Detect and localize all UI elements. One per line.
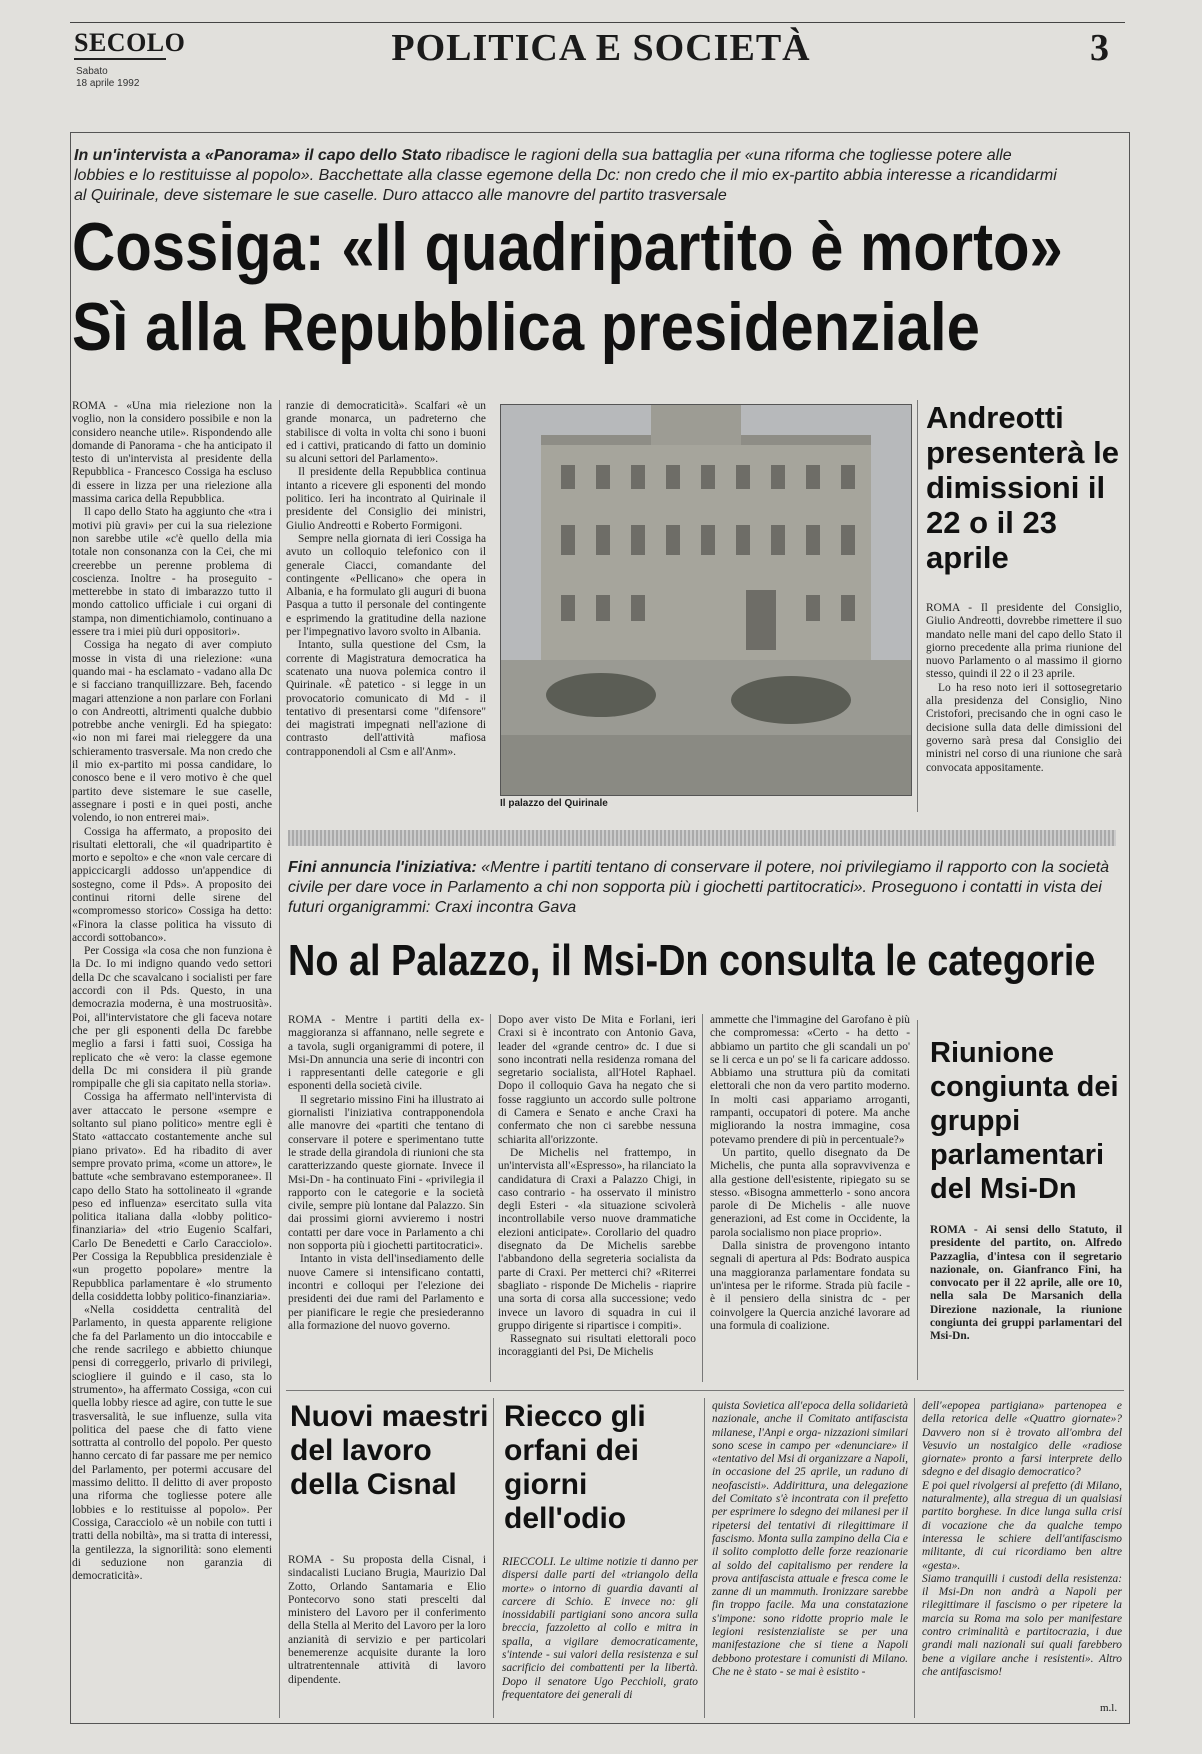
paragraph: «Nella cosiddetta centralità del Parlamento, in questa apparente religione che fa del Parlamento un dio intoccabile e che rende sacrilego e abbietto chiunque pensi di correggerlo, privarlo di privilegi, sciogliere il guindo e il caso, sta lo strumento», ha affermato Cossiga, «con cui quella lobby riesce ad agire, con tutte le sue trasversalità, le sue influenze, sulla vita politica del paese che di fatto viene sottratta al controllo del popolo. Per questo hanno cercato di far passare me per nemico del Parlamento, per potermi accusare del massimo delitto. Il delitto di aver proposto una riforma che togliesse potere alle lobbies e lo restituisse al popolo». Per Cossiga, Caracciolo «è un nobile con tutti i tratti della nobiltà», ma si tratta di interessi, la gentilezza, la signorilità: sono elementi di seduzione non garanzia di democraticità». — [72, 1304, 272, 1583]
newspaper-logo: SECOLO — [74, 28, 186, 57]
msi-article-col2 — [498, 1014, 696, 1382]
paragraph: Cossiga ha affermato, a proposito dei risultati elettorali, che «il quadripartito è morto e sepolto» e che «non vale cercare di appiccicargli addosso un'appendice di sostegno, come il Pds». A proposito dei continui ritorni delle sirene del «compromesso storico» Cossiga ha detto: «Finora la classe politica ha vissuto di accordi sottobanco». — [72, 825, 272, 944]
column-divider — [490, 1014, 491, 1382]
column-divider — [493, 1398, 494, 1718]
main-kicker-text: ribadisce le ragioni della sua battaglia per «una riforma che togliesse potere alle lobbies e lo restituisse al popolo». Bacchettate alla classe egemone della Dc: non credo che il mio ex-partito abbia interesse a ricandidarmi al Quirinale, deve sistemare le sue caselle. Duro attacco alle manovre del partito trasversale — [74, 147, 1057, 204]
paragraph: Intanto in vista dell'insediamento delle nuove Camere si intensificano contatti, incontri e colloqui per l'elezione dei presidenti dei due rami del Parlamento e per pianificare le regie che presiederanno alla formazione del nuovo governo. — [288, 1253, 484, 1332]
msi-article-col3 — [710, 1014, 910, 1382]
riunione-headline: Riunione congiunta dei gruppi parlamentari del Msi-Dn — [930, 1037, 1119, 1205]
andreotti-body — [926, 602, 1122, 814]
issue-day: Sabato — [76, 66, 108, 77]
paragraph: ROMA - Il presidente del Consiglio, Giulio Andreotti, dovrebbe rimettere il suo mandato nelle mani del capo dello Stato il giorno precedente alla prima riunione del nuovo Parlamento o al massimo il giorno stesso, quindi il 22 o il 23 aprile. — [926, 602, 1122, 681]
paragraph: Il presidente della Repubblica continua intanto a ricevere gli esponenti del mondo politico. Ieri ha incontrato al Quirinale il presidente del Consiglio dei ministri, Giulio Andreotti e Roberto Formigoni. — [286, 466, 486, 532]
msi-headline: No al Palazzo, il Msi-Dn consulta le categorie — [288, 936, 1096, 985]
paragraph: Sempre nella giornata di ieri Cossiga ha avuto un colloquio telefonico con il generale Ciacci, comandante del contingente «Pellicano» che opera in Albania, e ha formulato gli auguri di buona Pasqua a tutto il personale del contingente e esprimendo la gratitudine della nazione per l'impegnativo lavoro svolto in Albania. — [286, 532, 486, 639]
main-kicker — [74, 146, 1064, 206]
photo-caption: Il palazzo del Quirinale — [500, 798, 608, 809]
main-article-col2 — [286, 400, 486, 812]
main-kicker-lead: In un'intervista a «Panorama» il capo dello Stato — [74, 147, 442, 164]
paragraph: Dopo aver visto De Mita e Forlani, ieri Craxi si è incontrato con Antonio Gava, leader del «grande centro» dc. I due si sono incontrati nella residenza romana del segretario socialista, all'Hotel Raphael. Dopo il colloquio Gava ha negato che si fosse raggiunto un accordo sulle poltrone di Camera e Senato e anche Craxi ha confermato che non ci sarebbe nessuna schiarita all'orizzonte. — [498, 1014, 696, 1146]
column-divider — [279, 400, 280, 1718]
column-divider — [917, 1020, 918, 1380]
msi-kicker — [288, 858, 1118, 918]
paragraph: Cossiga ha negato di aver compiuto mosse in vista di una rielezione: «una quando mai - ha esclamato - vadano alla Dc e si facciano tranquillizzare. Beh, facendo magari attenzione a non parlare con Forlani o con Andreotti, altrimenti qualche dubbio potrebbe anche venirgli. Ed ha spiegato: «io non mi farei mai rieleggere da una schieramento trasversale. Ma non credo che il mio ex-partito mi possa candidare, lo conosco bene e il vero motivo è che quel partito deve sistemare le sue caselle, assegnare i posti e in quei posti, anche volendo, io non entrerei mai». — [72, 639, 272, 825]
orfani-col2: quista Sovietica all'epoca della solidarietà nazionale, anche il Comitato antifascista milanese, l'Anpi e orga- nizzazioni similari sono scese in campo per «denunciare» il «tentativo del Msi di organizzare a Napoli, in occasione del 25 aprile, un raduno di neofascisti». Addirittura, una delegazione del Comitato s'è incontrata con il prefetto per esprimere lo sdegno dei milanesi per il ripetersi del tentativi di rilegittimare il fascismo. Monta sulla zampino della Cia e il solito complotto delle forze reazionarie al soldo del capitalismo per rendere la prova antifascista attuale e fresca come le zanne di un mammuth. Ironizzare sarebbe fin troppo facile. Ma una constatazione s'impone: sono ridotte proprio male le legioni resistenzialiste se per una manifestazione che si tiene a Napoli debbono protestare i comunisti di Milano. Che ne è stato - se mai è esistito - — [712, 1400, 908, 1678]
msi-article-col1 — [288, 1014, 484, 1382]
paragraph: Dalla sinistra de provengono intanto segnali di apertura al Pds: Bodrato auspica una maggioranza parlamentare fondata su un'intesa per le riforme. Strada più facile - è il pensiero della sinistra dc - per coinvolgere la Quercia anziché lavorare ad una formula di coalizione. — [710, 1240, 910, 1332]
main-headline-line2: Sì alla Repubblica presidenziale — [72, 289, 980, 365]
paragraph: Lo ha reso noto ieri il sottosegretario alla presidenza del Consiglio, Nino Cristofori, precisando che in ogni caso le decisione sulla data delle dimissioni del governo sarà presa dal Consiglio dei ministri nel corso di una riunione che sarà convocata appositamente. — [926, 681, 1122, 774]
paragraph: De Michelis nel frattempo, in un'intervista all'«Espresso», ha rilanciato la candidatura di Craxi a Palazzo Chigi, in caso contrario - ha osservato il ministro degli Esteri - «la situazione scivolerà incontrollabile verso nuove drammatiche elezioni anticipate». Corollario del quadro disegnato da De Michelis sarebbe l'abbandono della segreteria socialista da parte di Craxi. Per metterci chi? «Riterrei sbagliato - risponde De Michelis - riaprire una sorta di corsa alla successione; vedo invece un lavoro di squadra in cui il gruppo dirigente si ripartisce i compiti». — [498, 1146, 696, 1332]
orfani-headline: Riecco gli orfani dei giorni dell'odio — [504, 1400, 646, 1535]
quirinale-photo — [500, 404, 912, 796]
masthead-rule — [70, 22, 1125, 23]
paragraph: ranzie di democraticità». Scalfari «è un grande monarca, un padreterno che stabilisce di volta in volta chi sono i buoni ed i cattivi, praticando di fatto un dominio su alcuni settori del Parlamento». — [286, 400, 486, 466]
riunione-body: ROMA - Ai sensi dello Statuto, il presidente del partito, on. Alfredo Pazzaglia, d'intesa con il segretario nazionale, on. Gianfranco Fini, ha convocato per il 22 aprile, alle ore 10, nella sala De Marsanich della Direzione nazionale, la riunione congiunta dei gruppi parlamentari del Msi-Dn. — [930, 1224, 1122, 1343]
cisnal-headline: Nuovi maestri del lavoro della Cisnal — [290, 1400, 489, 1501]
column-divider — [917, 400, 918, 812]
section-title: POLITICA E SOCIETÀ — [391, 27, 811, 69]
paragraph: ROMA - Mentre i partiti della ex-maggioranza si affannano, nelle segrete e a tavola, sugli organigrammi di potere, il Msi-Dn annuncia una serie di incontri con i rappresentanti delle categorie e gli esponenti della società civile. — [288, 1014, 484, 1093]
orfani-col3: dell'«epopea partigiana» partenopea e della retorica delle «Quattro giornate»? Davvero non si è trovato all'ombra del Vesuvio un nostalgico delle «radiose giornate» pronto a farsi interprete dello sdegno e del disagio democratico? E poi quel rivolgersi al prefetto (di Milano, naturalmente), alla stregua di un qualsiasi partito borghese. In dice lunga sulla crisi di vocazione che da qualche tempo interessa le schiere dell'antifascismo militante, di cui ricordiamo ben altre «gesta». Siamo tranquilli i custodi della resistenza: il Msi-Dn non andrà a Napoli per rilegittimare il fascismo o per ripetere la marcia su Roma ma solo per manifestare contro criminalità e partitocrazia, i due grandi mali nazionali sui quali farebbero bene a vigilare anche i resistenti». Altro che antifascismo! — [922, 1400, 1122, 1678]
column-divider — [914, 1398, 915, 1718]
orfani-col1: RIECCOLI. Le ultime notizie ti danno per dispersi dalle parti del «triangolo della morte» o intorno di guardia davanti al carcere di Schio. E invece no: gli inossidabili partigiani sono ancora sulla breccia, fazzoletto al collo e mitra in spalla, a vigilare democraticamente, s'intende - sui valori della resistenza e sul sacrificio dei combattenti per la libertà. Dopo il senatore Ugo Pecchioli, grato frequentatore dei generali di — [502, 1556, 698, 1701]
paragraph: Intanto, sulla questione del Csm, la corrente di Magistratura democratica ha scatenato una nuova polemica contro il Quirinale. «È patetico - si legge in un provocatorio comunicato di Md - il tentativo di presentarsi come "difensore" dei magistrati impegnati nell'azione di contrasto dell'attività mafiosa contrapponendoli al Csm e all'Anm». — [286, 639, 486, 758]
paragraph: ROMA - «Una mia rielezione non la voglio, non la considero possibile e non la considero neanche utile». Rispondendo alle domande di Panorama - che ha anticipato il testo di un'intervista al presidente della Repubblica - Francesco Cossiga ha escluso di essere in lizza per una rielezione alla massima carica della Repubblica. — [72, 400, 272, 506]
cisnal-body: ROMA - Su proposta della Cisnal, i sindacalisti Luciano Brugia, Maurizio Dal Zotto, Orlando Santamaria e Elio Pontecorvo sono stati prescelti dal ministero del Lavoro per il conferimento della Stella al Merito del Lavoro per la loro anzianità di servizio e per particolari benemerenze acquisite durante la loro ultratrentennale attività di lavoro dipendente. — [288, 1554, 486, 1686]
column-divider — [702, 1014, 703, 1382]
main-headline-line1: Cossiga: «Il quadripartito è morto» — [72, 209, 1063, 285]
article-signature: m.l. — [1100, 1702, 1118, 1714]
palace-illustration — [501, 405, 911, 795]
column-divider — [704, 1398, 705, 1718]
section-divider — [286, 1390, 1124, 1391]
page-number: 3 — [1090, 27, 1109, 69]
msi-kicker-lead: Fini annuncia l'iniziativa: — [288, 859, 477, 876]
paragraph: Il segretario missino Fini ha illustrato ai giornalisti l'iniziativa contrapponendola alle manovre dei «partiti che tentano di conservare il potere e sperimentano tutte le strade della girandola di riunioni che sta caratterizzando queste giornate. Invece il Msi-Dn - ha continuato Fini - «privilegia il rapporto con le categorie e la società civile, sempre più lontane dal Palazzo. Sin dai prossimi giorni avvieremo i nostri contatti per dare voce in Parlamento a chi non sopporta più i giochetti partitocratici». — [288, 1093, 484, 1253]
main-article-col1 — [72, 400, 272, 1718]
paragraph: Il capo dello Stato ha aggiunto che «tra i motivi più gravi» per cui la sua rielezione non sarebbe utile «c'è quello della mia totale non consonanza con la Cei, che mi creerebbe un perenne problema di coscienza. Inoltre - ha proseguito - metterebbe in stato di imbarazzo tutto il mondo cattolico ufficiale i cui organi di stampa, non dimentichiamolo, continuano a essere tra i miei più duri oppositori». — [72, 506, 272, 639]
paragraph: Cossiga ha affermato nell'intervista di aver attaccato le persone «sempre e soltanto sul piano politico» mentre egli è Stato «attaccato costantemente anche sul piano privato». Ed ha ribadito di aver sempre provato prima, «come un attore», le battute «che sembravano estemporanee». Il capo dello Stato ha sottolineato il «grande peso ed influenza» esercitato sulla vita politica italiana dalla «lobby politico-finanziaria» del «trio Eugenio Scalfari, Carlo De Benedetti e Carlo Caracciolo». Per Cossiga la Repubblica presidenziale è «un progetto popolare» mentre la Repubblica parlamentare è «lo strumento della cosiddetta lobby politico-finanziaria». — [72, 1091, 272, 1303]
paragraph: ammette che l'immagine del Garofano è più che compromessa: «Certo - ha detto - abbiamo un partito che gli scandali un po' se li cerca e un po' se li fa caricare addosso. Abbiamo una struttura più da comitati elettorali che non da vero partito moderno. In molti casi appariamo arroganti, rampanti, occupatori di potere. Ma anche migliorando la nostra immagine, cosa potevamo prendere di più in percentuale?» — [710, 1014, 910, 1146]
andreotti-headline: Andreotti presenterà le dimissioni il 22 o il 23 aprile — [926, 400, 1119, 575]
issue-date: 18 aprile 1992 — [76, 78, 140, 89]
msi-kicker-text: «Mentre i partiti tentano di conservare il potere, noi privilegiamo il rapporto con la società civile per dare voce in Parlamento a chi non sopporta più i giochetti partitocratici». Proseguono i contatti in vista dei futuri organigrammi: Craxi incontra Gava — [288, 859, 1110, 916]
paragraph: Rassegnato sui risultati elettorali poco incoraggianti del Psi, De Michelis — [498, 1333, 696, 1359]
paragraph: Un partito, quello disegnato da De Michelis, che punta alla sopravvivenza e alla gestione dell'esistente, ripiegato su se stesso. «Bisogna ammetterlo - sono ancora parole di De Michelis - alle nuove generazioni, ad Est come in Occidente, la parola socialismo non piace proprio». — [710, 1146, 910, 1239]
separator-band — [288, 830, 1116, 846]
paragraph: Per Cossiga «la cosa che non funziona è la Dc. Io mi indigno quando vedo settori della Dc che scavalcano i socialisti per fare accordi con il Pds. Questo, in una democrazia moderna, è una mostruosità». Poi, all'intervistatore che gli faceva notare che per gli esponenti della Dc farebbe meglio a farsi i fatti suoi, Cossiga ha replicato che «è vero: la classe egemone della Dc mi considera il più grande rompipalle che gli sia capitato nella storia». — [72, 945, 272, 1091]
